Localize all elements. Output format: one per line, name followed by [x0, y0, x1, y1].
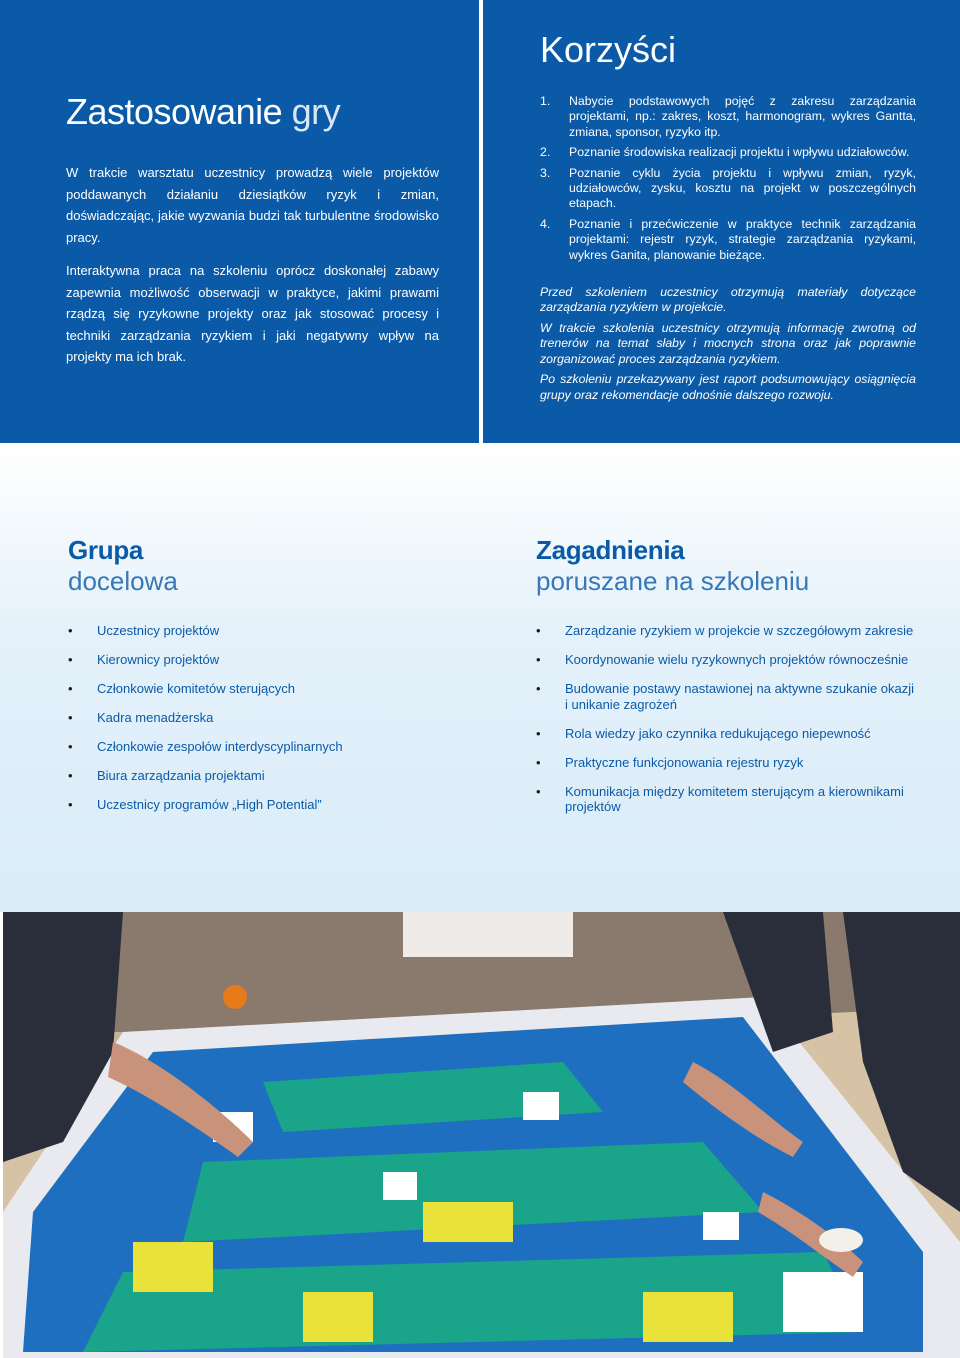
zastosowanie-paragraph-2: Interaktywna praca na szkoleniu oprócz doskonałej zabawy zapewnia możliwość obserwacji w praktyce, jakimi prawami rządzą się ryzykowne projekty oraz jak stosować procesy i techniki zarządzania ryzykiem i jaki negatywny wpływ na projekty ma ich brak. — [66, 263, 439, 364]
zagadnienia-column — [536, 535, 916, 828]
list-item: • Praktyczne funkcjonowania rejestru ryzyk — [536, 755, 916, 771]
note-after-training: Po szkoleniu przekazywany jest raport podsumowujący osiągnięcia grupy oraz rekomendacje odnośnie dalszego rozwoju. — [540, 372, 916, 402]
zagadnienia-title-bold: Zagadnienia — [536, 535, 685, 565]
list-item: • Uczestnicy projektów — [68, 623, 468, 639]
list-item: • Kierownicy projektów — [68, 652, 468, 668]
benefit-text: Nabycie podstawowych pojęć z zakresu zarządzania projektami, np.: zakres, koszt, harmonogram, wykres Gantta, zmiana, sponsor, ryzyko itp. — [569, 94, 916, 139]
list-item: • Komunikacja między komitetem sterującym a kierownikami projektów — [536, 784, 916, 815]
benefit-text: Poznanie cyklu życia projektu i wpływu zmian, ryzyk, udziałowców, zysku, kosztu na projekt w poszczególnych etapach. — [569, 165, 916, 211]
benefit-item — [540, 166, 916, 212]
list-item: • Członkowie zespołów interdyscyplinarnych — [68, 739, 468, 755]
zastosowanie-title-bold: Zastosowanie — [66, 91, 283, 132]
grupa-column — [68, 535, 468, 826]
korzysci-heading: Korzyści — [540, 29, 677, 70]
benefit-text: Poznanie środowiska realizacji projektu i wpływu udziałowców. — [569, 145, 910, 160]
benefit-number: 3. — [540, 165, 551, 180]
list-item: • Kadra menadżerska — [68, 710, 468, 726]
audience-topics-section — [0, 447, 960, 912]
benefit-number: 2. — [540, 145, 551, 160]
list-item: • Uczestnicy programów „High Potential” — [68, 797, 468, 813]
workshop-photo — [3, 912, 960, 1358]
zastosowanie-title-light: gry — [291, 91, 341, 132]
grupa-title-light: docelowa — [68, 566, 178, 596]
zagadnienia-list — [536, 623, 916, 815]
zastosowanie-heading — [66, 92, 439, 132]
benefit-item — [540, 94, 916, 140]
zagadnienia-title-light: poruszane na szkoleniu — [536, 566, 810, 596]
list-item: • Członkowie komitetów sterujących — [68, 681, 468, 697]
benefit-item — [540, 145, 916, 160]
benefit-text: Poznanie i przećwiczenie w praktyce technik zarządzania projektami: rejestr ryzyk, strategie zarządzania ryzykami, wykres Ganita, planowanie bieżące. — [569, 216, 916, 262]
grupa-title-bold: Grupa — [68, 535, 144, 565]
list-item: • Zarządzanie ryzykiem w projekcie w szczegółowym zakresie — [536, 623, 916, 639]
benefit-item — [540, 217, 916, 263]
list-item: • Biura zarządzania projektami — [68, 768, 468, 784]
benefits-list — [540, 94, 916, 263]
zastosowanie-panel — [0, 0, 479, 443]
note-during-training: W trakcie szkolenia uczestnicy otrzymują informację zwrotną od trenerów na temat słaby i mocnych strona oraz jak poprawnie zorganizować proces zarządzania ryzykiem. — [540, 320, 916, 366]
korzysci-panel — [483, 0, 960, 443]
benefit-number: 4. — [540, 216, 551, 231]
benefit-number: 1. — [540, 94, 551, 108]
grupa-list — [68, 623, 468, 813]
zastosowanie-paragraph-1: W trakcie warsztatu uczestnicy prowadzą wiele projektów poddawanych działaniu dziesiątków ryzyk i zmian, doświadczając, jakie wyzwania budzi tak turbulentne środowisko pracy. — [66, 165, 439, 245]
list-item: • Rola wiedzy jako czynnika redukującego niepewność — [536, 726, 916, 742]
note-before-training: Przed szkoleniem uczestnicy otrzymują materiały dotyczące zarządzania ryzykiem w projekcie. — [540, 285, 916, 315]
board-game-illustration — [3, 912, 960, 1358]
korzysci-notes — [540, 285, 916, 403]
list-item: • Koordynowanie wielu ryzykownych projektów równocześnie — [536, 652, 916, 668]
list-item: • Budowanie postawy nastawionej na aktywne szukanie okazji i unikanie zagrożeń — [536, 681, 916, 712]
